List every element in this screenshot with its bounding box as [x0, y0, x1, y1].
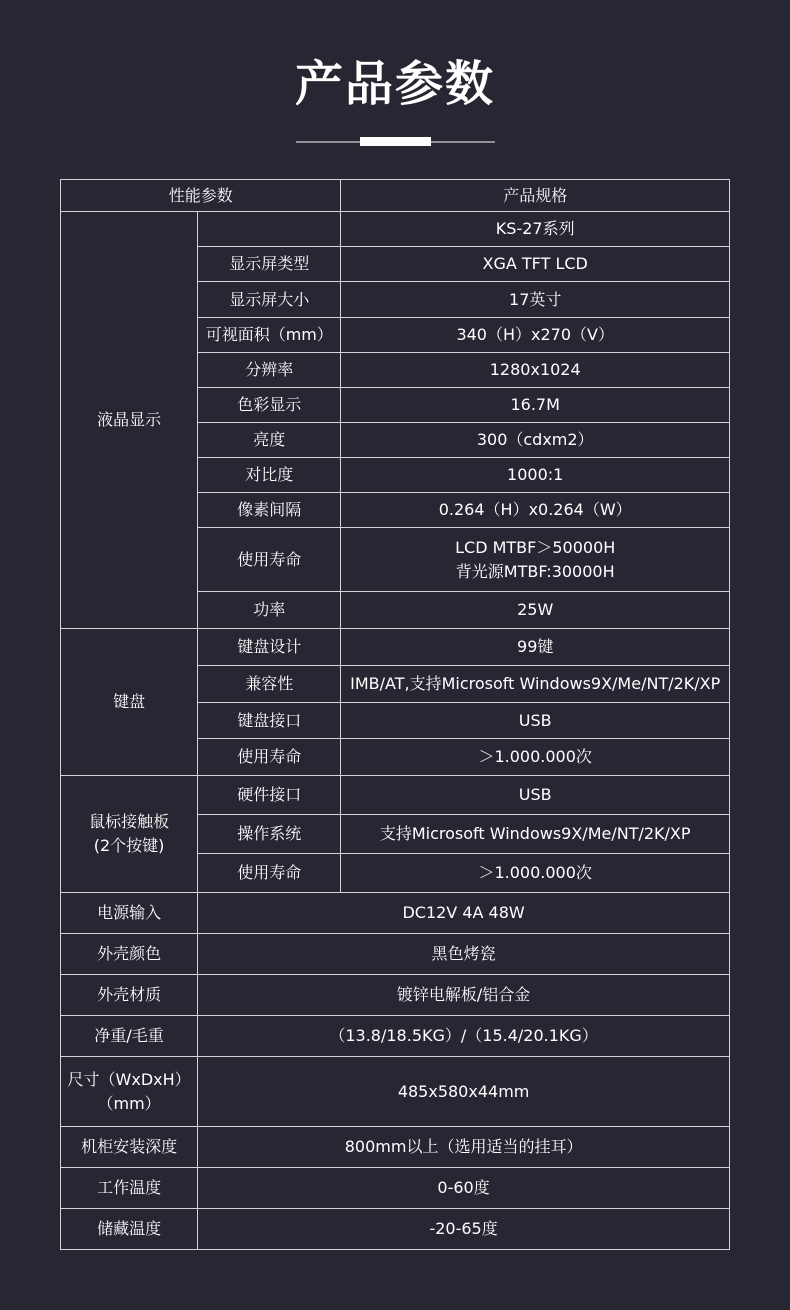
row-label: 可视面积（mm） [198, 318, 341, 353]
row-label: 外壳材质 [61, 975, 198, 1016]
row-value: DC12V 4A 48W [198, 893, 730, 934]
page-title: 产品参数 [294, 56, 495, 112]
row-value: 340（H）x270（V） [341, 318, 730, 353]
row-label: 兼容性 [198, 666, 341, 703]
table-row [61, 1209, 730, 1250]
row-label: 分辨率 [198, 353, 341, 388]
row-value: USB [341, 776, 730, 815]
row-label: 色彩显示 [198, 388, 341, 423]
row-value: 支持Microsoft Windows9X/Me/NT/2K/XP [341, 815, 730, 854]
row-value: 0.264（H）x0.264（W） [341, 493, 730, 528]
row-label-line: 尺寸（WxDxH） [67, 1069, 191, 1089]
row-value: ＞1.000.000次 [341, 739, 730, 776]
row-label: 像素间隔 [198, 493, 341, 528]
row-value: 25W [341, 592, 730, 629]
row-value: （13.8/18.5KG）/（15.4/20.1KG） [198, 1016, 730, 1057]
row-value: 300（cdxm2） [341, 423, 730, 458]
row-label: 亮度 [198, 423, 341, 458]
group-label-line: (2个按键) [93, 836, 165, 855]
row-value: ＞1.000.000次 [341, 854, 730, 893]
row-value: 黑色烤瓷 [198, 934, 730, 975]
row-label: 功率 [198, 592, 341, 629]
row-label: 电源输入 [61, 893, 198, 934]
row-value-line: 背光源MTBF:30000H [455, 561, 615, 581]
row-label: 使用寿命 [198, 528, 341, 592]
group-label-line: 鼠标接触板 [89, 812, 170, 831]
row-label: 使用寿命 [198, 739, 341, 776]
row-value [341, 528, 730, 592]
table-row [61, 212, 730, 247]
header-spec: 产品规格 [341, 180, 730, 212]
row-label: 净重/毛重 [61, 1016, 198, 1057]
row-value: 0-60度 [198, 1168, 730, 1209]
table-row [61, 629, 730, 666]
table-header-row [61, 180, 730, 212]
table-row [61, 776, 730, 815]
spec-table [60, 179, 730, 1250]
row-value: 99键 [341, 629, 730, 666]
row-value: 1280x1024 [341, 353, 730, 388]
title-accent-bar [360, 137, 431, 146]
row-value: 镀锌电解板/铝合金 [198, 975, 730, 1016]
table-row [61, 893, 730, 934]
row-value: 485x580x44mm [198, 1057, 730, 1127]
row-value: 17英寸 [341, 282, 730, 318]
row-label: 显示屏大小 [198, 282, 341, 318]
row-label [198, 212, 341, 247]
row-label: 操作系统 [198, 815, 341, 854]
table-row [61, 934, 730, 975]
row-value: 800mm以上（选用适当的挂耳） [198, 1127, 730, 1168]
row-label: 对比度 [198, 458, 341, 493]
row-label: 机柜安装深度 [61, 1127, 198, 1168]
table-row [61, 1016, 730, 1057]
row-label: 使用寿命 [198, 854, 341, 893]
row-value: USB [341, 703, 730, 739]
group-touchpad [61, 776, 198, 893]
row-value: IMB/AT,支持Microsoft Windows9X/Me/NT/2K/XP [341, 666, 730, 703]
row-label-line: （mm） [97, 1093, 161, 1113]
row-label: 键盘接口 [198, 703, 341, 739]
row-value: 16.7M [341, 388, 730, 423]
table-row [61, 1057, 730, 1127]
group-lcd: 液晶显示 [61, 212, 198, 629]
row-value: -20-65度 [198, 1209, 730, 1250]
row-label [61, 1057, 198, 1127]
table-row [61, 1127, 730, 1168]
group-keyboard: 键盘 [61, 629, 198, 776]
row-value: 1000:1 [341, 458, 730, 493]
table-row [61, 1168, 730, 1209]
row-label: 储藏温度 [61, 1209, 198, 1250]
header-param: 性能参数 [61, 180, 341, 212]
row-label: 工作温度 [61, 1168, 198, 1209]
row-label: 硬件接口 [198, 776, 341, 815]
table-row [61, 975, 730, 1016]
row-value: XGA TFT LCD [341, 247, 730, 282]
row-value-line: LCD MTBF＞50000H [455, 537, 616, 557]
row-value: KS-27系列 [341, 212, 730, 247]
row-label: 显示屏类型 [198, 247, 341, 282]
row-label: 键盘设计 [198, 629, 341, 666]
row-label: 外壳颜色 [61, 934, 198, 975]
